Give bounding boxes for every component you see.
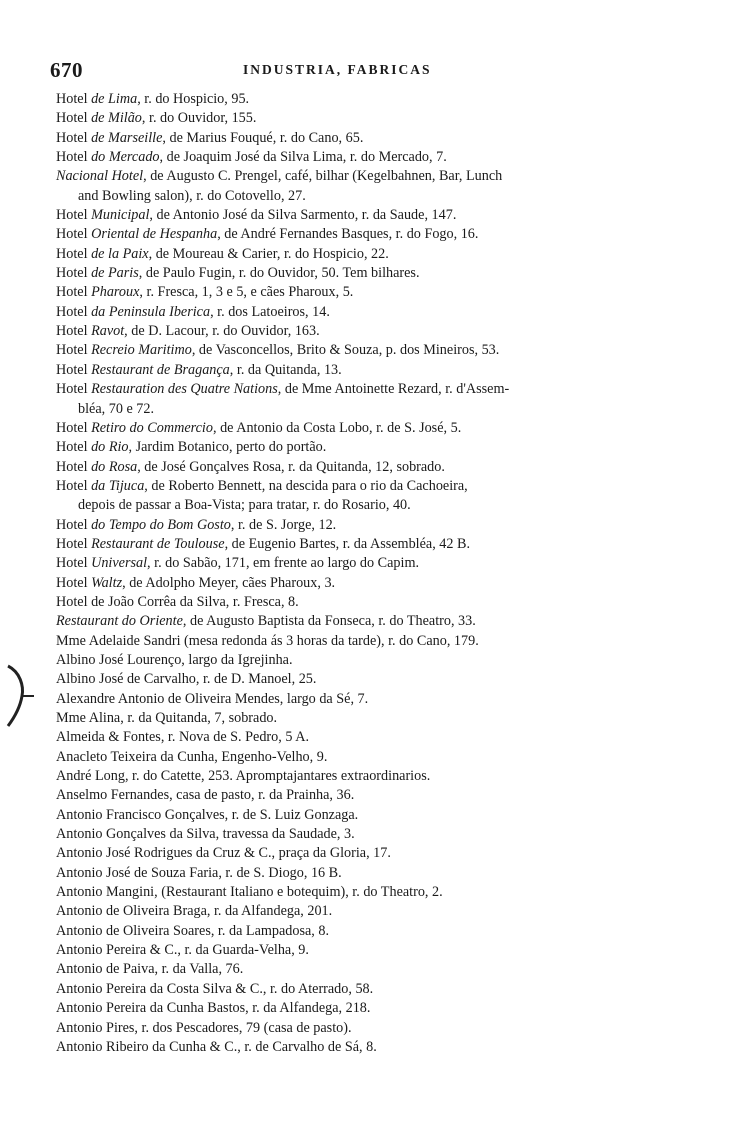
entry-text: Hotel xyxy=(56,574,92,591)
directory-entry xyxy=(56,264,746,283)
entry-text: Antonio Pereira da Cunha Bastos, r. da Alfandega, 218. xyxy=(56,1000,371,1017)
directory-entry xyxy=(56,709,746,728)
entry-continuation-line xyxy=(56,496,746,515)
entry-text: and Bowling salon), r. do Cotovello, 27. xyxy=(78,187,306,204)
entry-text: Alexandre Antonio de Oliveira Mendes, largo da Sé, 7. xyxy=(56,690,369,707)
directory-entry xyxy=(56,670,746,689)
entry-details: , de Roberto Bennett, na descida para o rio da Cachoeira, xyxy=(144,477,468,494)
directory-entry xyxy=(56,477,746,496)
entry-establishment-name: da Tijuca xyxy=(91,477,145,494)
entry-details: , r. Fresca, 1, 3 e 5, e cães Pharoux, 5. xyxy=(139,284,354,301)
entry-text: Hotel xyxy=(56,439,92,456)
entry-text: Antonio Pereira & C., r. da Guarda-Velha, 9. xyxy=(56,942,309,959)
entry-text: André Long, r. do Catette, 253. Apromptajantares extraordinarios. xyxy=(56,768,431,785)
entry-text: Antonio Francisco Gonçalves, r. de S. Luiz Gonzaga. xyxy=(56,806,359,823)
entry-text: Hotel xyxy=(56,458,92,475)
entry-details: , de José Gonçalves Rosa, r. da Quitanda, 12, sobrado. xyxy=(137,458,445,475)
entry-text: bléa, 70 e 72. xyxy=(78,400,155,417)
entry-text: Hotel xyxy=(56,284,92,301)
directory-entry xyxy=(56,960,746,979)
entry-text: Hotel xyxy=(56,555,92,572)
directory-entry xyxy=(56,728,746,747)
directory-entry xyxy=(56,806,746,825)
entry-establishment-name: de Marseille xyxy=(91,129,163,146)
entry-text: Hotel xyxy=(56,149,92,166)
directory-entry xyxy=(56,458,746,477)
entry-text: Hotel xyxy=(56,381,92,398)
directory-entry xyxy=(56,322,746,341)
entry-text: Antonio Gonçalves da Silva, travessa da Saudade, 3. xyxy=(56,826,355,843)
directory-entry xyxy=(56,341,746,360)
directory-entry xyxy=(56,109,746,128)
directory-entry xyxy=(56,786,746,805)
directory-entry xyxy=(56,1038,746,1057)
directory-entry xyxy=(56,361,746,380)
directory-entry xyxy=(56,225,746,244)
entry-details: , de Antonio da Costa Lobo, r. de S. José, 5. xyxy=(212,419,462,436)
entry-establishment-name: da Peninsula Iberica xyxy=(91,303,211,320)
entry-establishment-name: Ravot xyxy=(91,323,125,340)
entry-details: , r. de S. Jorge, 12. xyxy=(230,516,337,533)
entry-text: Hotel xyxy=(56,477,92,494)
directory-list xyxy=(56,90,746,1057)
directory-entry xyxy=(56,690,746,709)
directory-entry xyxy=(56,864,746,883)
entry-continuation-line xyxy=(56,400,746,419)
directory-entry xyxy=(56,574,746,593)
directory-entry xyxy=(56,999,746,1018)
entry-establishment-name: do Rio xyxy=(91,439,129,456)
entry-establishment-name: Nacional Hotel xyxy=(56,168,144,185)
entry-text: Hotel xyxy=(56,245,92,262)
entry-details: , r. da Quitanda, 13. xyxy=(229,361,342,378)
entry-text: Antonio de Oliveira Braga, r. da Alfandega, 201. xyxy=(56,903,333,920)
entry-text: depois de passar a Boa-Vista; para tratar, r. do Rosario, 40. xyxy=(78,497,411,514)
entry-details: , r. do Ouvidor, 155. xyxy=(141,110,257,127)
directory-entry xyxy=(56,90,746,109)
entry-text: Albino José Lourenço, largo da Igrejinha. xyxy=(56,651,293,668)
entry-details: , de Adolpho Meyer, cães Pharoux, 3. xyxy=(122,574,336,591)
entry-text: Mme Adelaide Sandri (mesa redonda ás 3 horas da tarde), r. do Cano, 179. xyxy=(56,632,479,649)
directory-entry xyxy=(56,825,746,844)
entry-details: , de Joaquim José da Silva Lima, r. do Mercado, 7. xyxy=(159,149,447,166)
directory-entry xyxy=(56,632,746,651)
entry-text: Anacleto Teixeira da Cunha, Engenho-Velho, 9. xyxy=(56,748,328,765)
entry-text: Mme Alina, r. da Quitanda, 7, sobrado. xyxy=(56,710,278,726)
entry-text: Hotel xyxy=(56,91,92,107)
entry-text: Hotel xyxy=(56,535,92,552)
entry-text: Antonio de Paiva, r. da Valla, 76. xyxy=(56,961,244,978)
directory-entry xyxy=(56,554,746,573)
directory-entry xyxy=(56,844,746,863)
directory-entry xyxy=(56,941,746,960)
entry-establishment-name: Oriental de Hespanha xyxy=(91,226,218,243)
directory-entry xyxy=(56,303,746,322)
entry-details: , de Paulo Fugin, r. do Ouvidor, 50. Tem bilhares. xyxy=(138,265,420,282)
entry-details: , de Marius Fouqué, r. do Cano, 65. xyxy=(162,129,364,146)
entry-details: , de Eugenio Bartes, r. da Assembléa, 42 B. xyxy=(224,535,471,552)
entry-establishment-name: de la Paix xyxy=(91,245,149,262)
entry-text: Antonio de Oliveira Soares, r. da Lampadosa, 8. xyxy=(56,922,330,939)
directory-entry xyxy=(56,748,746,767)
entry-details: , de Antonio José da Silva Sarmento, r. da Saude, 147. xyxy=(149,207,457,224)
entry-text: Hotel xyxy=(56,323,92,340)
entry-establishment-name: Restauration des Quatre Nations xyxy=(91,381,278,398)
entry-establishment-name: Pharoux xyxy=(91,284,140,301)
entry-details: , de D. Lacour, r. do Ouvidor, 163. xyxy=(124,323,320,340)
entry-details: , de Vasconcellos, Brito & Souza, p. dos Mineiros, 53. xyxy=(191,342,500,359)
directory-entry xyxy=(56,419,746,438)
directory-entry xyxy=(56,245,746,264)
entry-text: Hotel xyxy=(56,110,92,127)
running-title: INDUSTRIA, FABRICAS xyxy=(243,62,432,77)
margin-bracket-mark xyxy=(2,662,38,730)
directory-entry xyxy=(56,593,746,612)
entry-establishment-name: Restaurant de Toulouse xyxy=(91,535,225,552)
directory-entry xyxy=(56,380,746,399)
directory-entry xyxy=(56,129,746,148)
directory-entry xyxy=(56,922,746,941)
entry-establishment-name: de Lima xyxy=(91,91,138,107)
directory-entry xyxy=(56,206,746,225)
entry-text: Hotel xyxy=(56,265,92,282)
entry-establishment-name: do Rosa xyxy=(91,458,138,475)
entry-text: Albino José de Carvalho, r. de D. Manoel, 25. xyxy=(56,671,317,688)
entry-text: Hotel xyxy=(56,361,92,378)
entry-text: Antonio Mangini, (Restaurant Italiano e botequim), r. do Theatro, 2. xyxy=(56,884,443,901)
entry-text: Hotel xyxy=(56,516,92,533)
directory-entry xyxy=(56,535,746,554)
entry-text: Hotel xyxy=(56,129,92,146)
entry-text: Hotel de João Corrêa da Silva, r. Fresca, 8. xyxy=(56,593,299,610)
entry-text: Hotel xyxy=(56,207,92,224)
entry-continuation-line xyxy=(56,187,746,206)
entry-text: Almeida & Fontes, r. Nova de S. Pedro, 5 A. xyxy=(56,729,309,746)
entry-details: , r. do Hospicio, 95. xyxy=(137,91,250,107)
entry-details: , Jardim Botanico, perto do portão. xyxy=(128,439,327,456)
entry-establishment-name: de Milão xyxy=(91,110,142,127)
directory-entry xyxy=(56,612,746,631)
entry-details: , de Augusto Baptista da Fonseca, r. do Theatro, 33. xyxy=(182,613,476,630)
entry-details: , r. dos Latoeiros, 14. xyxy=(210,303,330,320)
directory-entry xyxy=(56,148,746,167)
entry-establishment-name: Universal xyxy=(91,555,148,572)
directory-entry xyxy=(56,283,746,302)
entry-text: Hotel xyxy=(56,303,92,320)
entry-text: Hotel xyxy=(56,342,92,359)
directory-entry xyxy=(56,651,746,670)
directory-entry xyxy=(56,883,746,902)
directory-entry xyxy=(56,438,746,457)
directory-entry xyxy=(56,767,746,786)
directory-entry xyxy=(56,902,746,921)
entry-establishment-name: do Mercado xyxy=(91,149,160,166)
entry-text: Antonio Pires, r. dos Pescadores, 79 (casa de pasto). xyxy=(56,1019,352,1036)
entry-text: Hotel xyxy=(56,419,92,436)
entry-establishment-name: Waltz xyxy=(91,574,123,591)
entry-text: Anselmo Fernandes, casa de pasto, r. da Prainha, 36. xyxy=(56,787,355,804)
entry-text: Antonio Ribeiro da Cunha & C., r. de Carvalho de Sá, 8. xyxy=(56,1038,377,1055)
directory-entry xyxy=(56,167,746,186)
page-number: 670 xyxy=(50,58,83,82)
entry-text: Antonio Pereira da Costa Silva & C., r. do Aterrado, 58. xyxy=(56,980,374,997)
entry-establishment-name: do Tempo do Bom Gosto xyxy=(91,516,231,533)
entry-establishment-name: de Paris xyxy=(91,265,139,282)
directory-entry xyxy=(56,980,746,999)
entry-text: Hotel xyxy=(56,226,92,243)
directory-entry xyxy=(56,1019,746,1038)
entry-details: , de Augusto C. Prengel, café, bilhar (Kegelbahnen, Bar, Lunch xyxy=(143,168,503,185)
directory-entry xyxy=(56,516,746,535)
entry-text: Antonio José de Souza Faria, r. de S. Diogo, 16 B. xyxy=(56,864,342,881)
entry-establishment-name: Restaurant de Bragança xyxy=(91,361,230,378)
entry-details: , de André Fernandes Basques, r. do Fogo, 16. xyxy=(217,226,479,243)
entry-establishment-name: Restaurant do Oriente xyxy=(56,613,183,630)
entry-details: , de Moureau & Carier, r. do Hospicio, 22. xyxy=(148,245,389,262)
entry-text: Antonio José Rodrigues da Cruz & C., praça da Gloria, 17. xyxy=(56,845,391,862)
entry-establishment-name: Municipal xyxy=(91,207,150,224)
entry-details: , r. do Sabão, 171, em frente ao largo do Capim. xyxy=(147,555,420,572)
entry-details: , de Mme Antoinette Rezard, r. d'Assem- xyxy=(277,381,510,398)
entry-establishment-name: Retiro do Commercio xyxy=(91,419,213,436)
entry-establishment-name: Recreio Maritimo xyxy=(91,342,192,359)
